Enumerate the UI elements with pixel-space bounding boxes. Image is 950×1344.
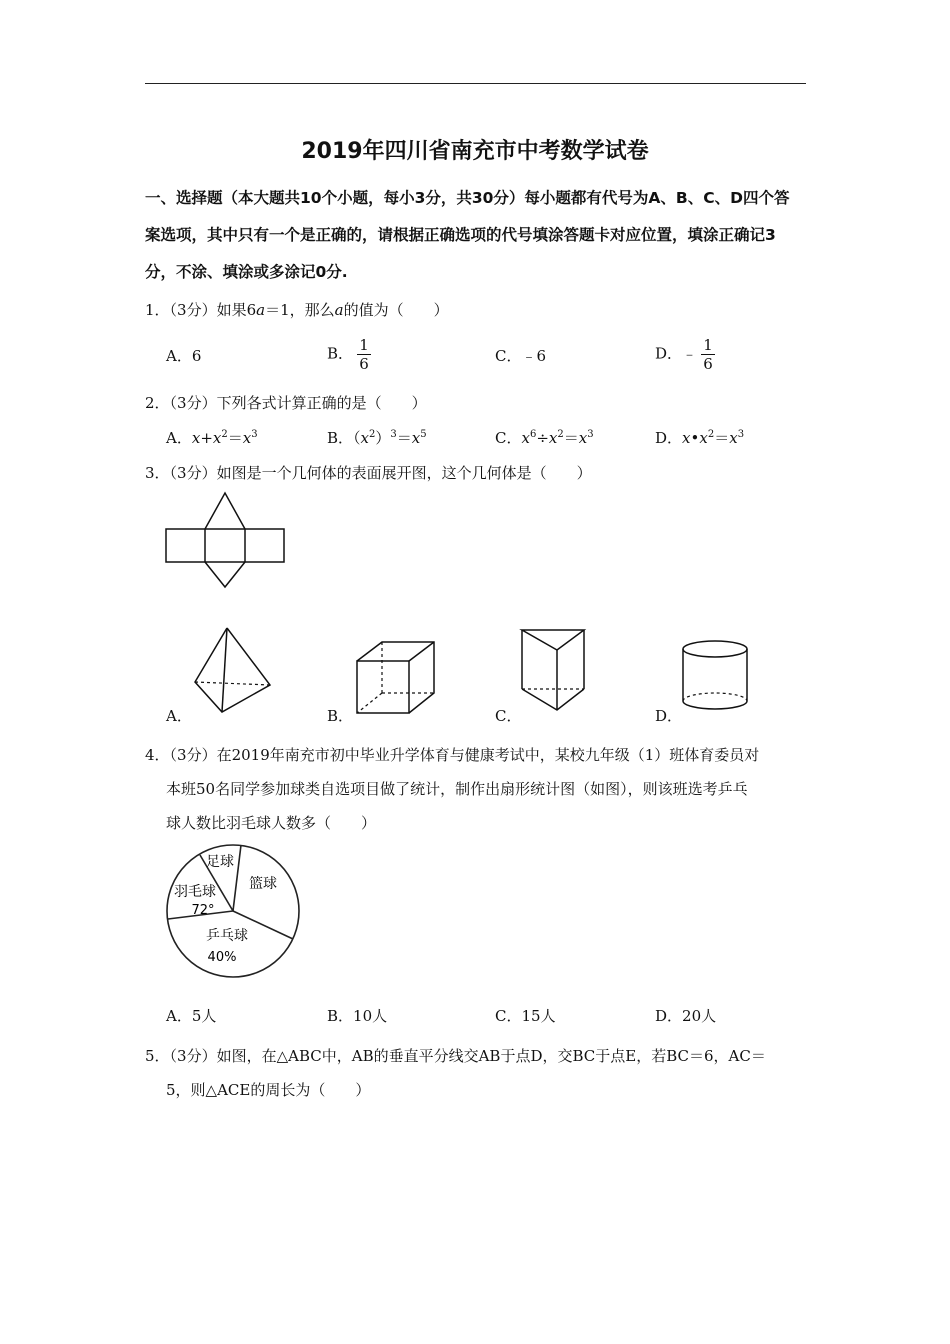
question-score: （3分） (169, 301, 217, 319)
q4-line-3: 球人数比羽毛球人数多（ ） (166, 814, 377, 832)
pyramid-figure[interactable] (190, 625, 275, 715)
option-label: D． (655, 429, 683, 447)
section-instructions (145, 180, 813, 291)
q5-line-1 (145, 1039, 766, 1073)
q1-text-b: ＝1，那么 (265, 301, 335, 319)
q1-var-2: a (334, 301, 344, 319)
pie-label-football: 足球 (206, 854, 234, 870)
header-rule (145, 83, 806, 84)
q1-option-d[interactable] (655, 337, 715, 372)
section-line-1: 一、选择题（本大题共10个小题，每小3分，共30分）每小题都有代号为A、B、C、D四个答 (145, 189, 790, 207)
pie-chart (160, 838, 305, 983)
question-5 (145, 1039, 766, 1107)
pie-label-pingpong: 乒乓球 (206, 928, 248, 944)
q1-option-b[interactable] (327, 337, 371, 372)
option-label: B． (327, 429, 354, 447)
pie-label-badminton-angle: 72° (191, 903, 215, 918)
q4-option-b[interactable]: B．10人 (327, 1007, 388, 1025)
question-number: 2． (145, 394, 170, 412)
option-label: A． (166, 429, 192, 447)
question-number: 1． (145, 301, 170, 319)
q4-option-d[interactable]: D．20人 (655, 1007, 717, 1025)
question-text: （3分）如图，在△ABC中，AB的垂直平分线交AB于点D，交BC于点E，若BC＝6，AC＝ (169, 1047, 766, 1065)
q3-option-d[interactable]: D． (655, 707, 683, 725)
q1-text-c: 的值为（ ） (343, 301, 449, 319)
q2-option-c[interactable]: C．$x^6\div x^2=x^3$ (495, 429, 594, 447)
q1-text-a: 如果6 (216, 301, 257, 319)
question-4 (145, 738, 759, 840)
q4-option-c[interactable]: C．15人 (495, 1007, 556, 1025)
question-text: （3分）下列各式计算正确的是（ ） (169, 394, 427, 412)
q5-line-2: 5，则△ACE的周长为（ ） (166, 1081, 371, 1099)
q1-option-c[interactable]: C．﹣6 (495, 347, 547, 365)
fraction (357, 337, 371, 372)
q2-option-d[interactable]: D．$x•x^2=x^3$ (655, 429, 745, 447)
numerator: 1 (703, 336, 713, 354)
exam-title: 2019年四川省南充市中考数学试卷 (301, 139, 649, 164)
pie-label-badminton: 羽毛球 (174, 884, 216, 900)
triangular-prism-figure[interactable] (518, 627, 588, 714)
question-3 (145, 462, 592, 483)
numerator: 1 (359, 336, 369, 354)
option-label: C． (495, 429, 522, 447)
cube-figure[interactable] (352, 638, 442, 718)
fraction (701, 337, 715, 372)
question-1 (145, 299, 449, 320)
q2-option-a[interactable]: A．$x+x^2=x^3$ (166, 429, 258, 447)
q1-var: a (256, 301, 266, 319)
question-number: 5． (145, 1047, 170, 1065)
q3-option-b[interactable]: B． (327, 707, 354, 725)
denominator: 6 (359, 355, 369, 373)
q3-option-c[interactable]: C． (495, 707, 522, 725)
option-label: B． (327, 344, 354, 363)
q4-option-a[interactable]: A．5人 (166, 1007, 217, 1025)
question-number: 3． (145, 464, 170, 482)
question-text: （3分）如图是一个几何体的表面展开图，这个几何体是（ ） (169, 464, 592, 482)
pie-label-basketball: 篮球 (249, 876, 277, 892)
section-line-3: 分，不涂、填涂或多涂记0分. (145, 263, 348, 281)
option-label: D．﹣ (655, 344, 698, 363)
pie-label-pingpong-pct: 40% (207, 950, 237, 965)
question-number: 4． (145, 746, 170, 764)
net-diagram (160, 490, 290, 590)
q1-option-a[interactable]: A．6 (166, 347, 202, 365)
section-line-2: 案选项，其中只有一个是正确的，请根据正确选项的代号填涂答题卡对应位置，填涂正确记3 (145, 226, 776, 244)
q3-option-a[interactable]: A． (166, 707, 192, 725)
cylinder-figure[interactable] (680, 638, 752, 714)
question-text: （3分）在2019年南充市初中毕业升学体育与健康考试中，某校九年级（1）班体育委员对 (169, 746, 760, 764)
denominator: 6 (703, 355, 713, 373)
q2-option-b[interactable]: B．$(x^2)^3=x^5$ (327, 429, 427, 447)
q4-line-2: 本班50名同学参加球类自选项目做了统计，制作出扇形统计图（如图），则该班选考乒乓 (166, 780, 748, 798)
question-2 (145, 392, 427, 413)
q4-line-1 (145, 738, 759, 772)
